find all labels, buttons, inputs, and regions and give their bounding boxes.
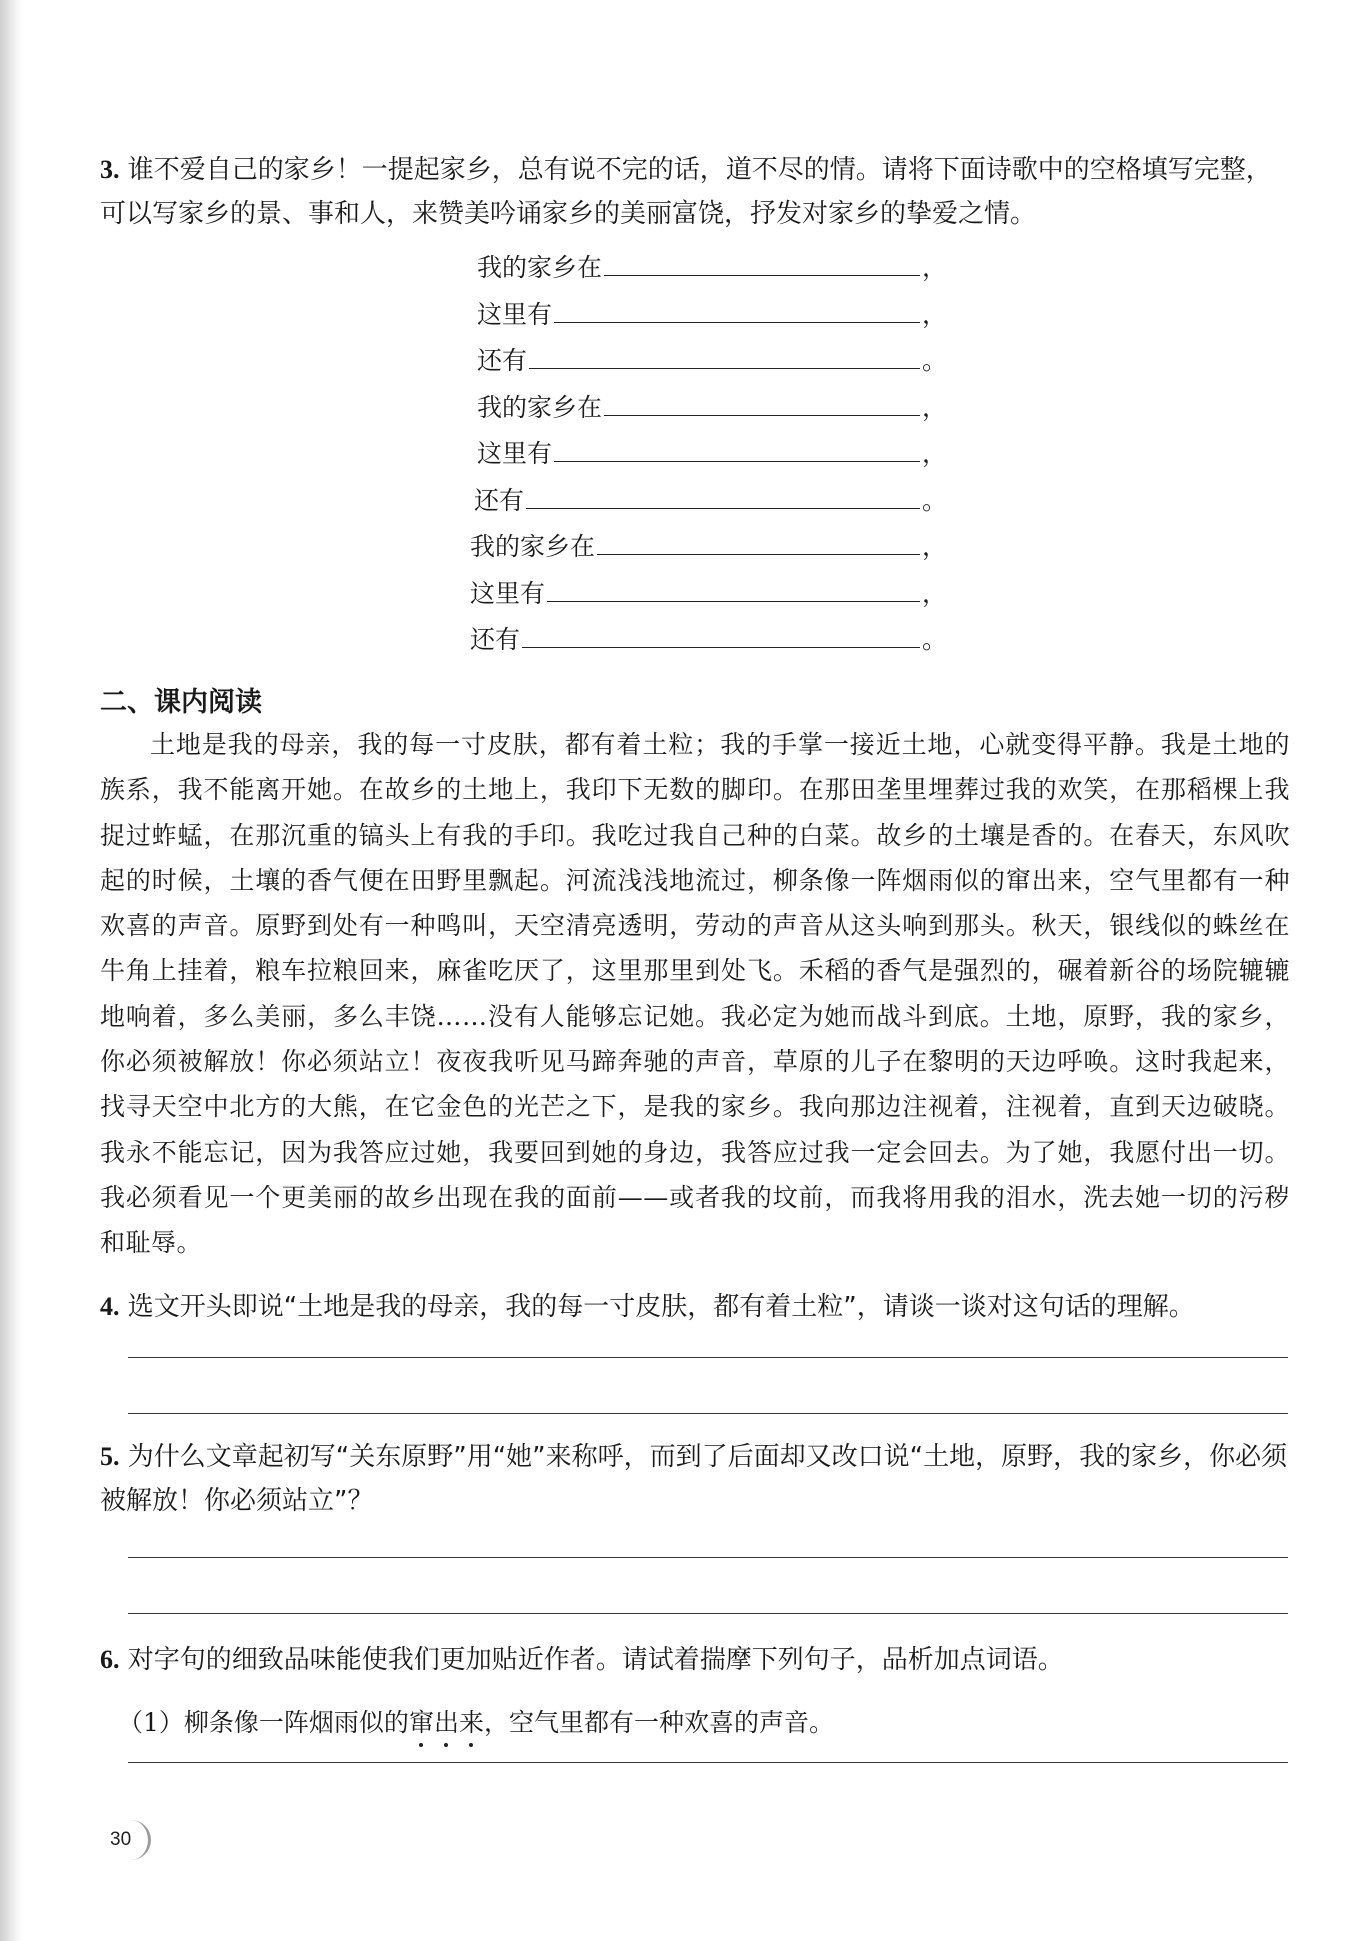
poem-line-prefix: 我的家乡在 xyxy=(477,392,603,422)
page-number: 30 xyxy=(110,1829,132,1850)
answer-line-q5-1[interactable] xyxy=(128,1557,1288,1558)
page-edge-shadow xyxy=(0,0,22,1941)
question-6-text: 对字句的细致品味能使我们更加贴近作者。请试着揣摩下列句子，品析加点词语。 xyxy=(127,1645,1064,1675)
poem-line-punctuation: ， xyxy=(922,299,948,329)
poem-line-punctuation: ， xyxy=(922,439,948,468)
reading-passage: 土地是我的母亲，我的每一寸皮肤，都有着土粒；我的手掌一接近土地，心就变得平静。我是土地的族系，我不能离开她。在故乡的土地上，我印下无数的脚印。在那田垄里埋葬过我的欢笑，在那稻棵上我捉过蚱蜢，在那沉重的镐头上有我的手印。我吃过我自己种的白菜。故乡的土壤是香的。在春天，东风吹起的时候，土壤的香气便在田野里飘起。河流浅浅地流过，柳条像一阵烟雨似的窜出来，空气里都有一种欢喜的声音。原野到处有一种鸣叫，天空清亮透明，劳动的声音从这头响到那头。秋天，银线似的蛛丝在牛角上挂着，粮车拉粮回来，麻雀吃厌了，这里那里到处飞。禾稻的香气是强烈的，碾着新谷的场院辘辘地响着，多么美丽，多么丰饶……没有人能够忘记她。我必定为她而战斗到底。土地，原野，我的家乡，你必须被解放！你必须站立！夜夜我听见马蹄奔驰的声音，草原的儿子在黎明的天边呼唤。这时我起来，找寻天空中北方的大熊，在它金色的光芒之下，是我的家乡。我向那边注视着，注视着，直到天边破晓。我永不能忘记，因为我答应过她，我要回到她的身边，我答应过我一定会回去。为了她，我愿付出一切。我必须看见一个更美丽的故乡出现在我的面前——或者我的坟前，而我将用我的泪水，洗去她一切的污秽和耻辱。 xyxy=(100,730,1290,1258)
question-3-number: 3. xyxy=(100,155,120,184)
question-4 xyxy=(100,1285,1310,1329)
poem-line xyxy=(477,338,947,381)
poem-line-punctuation: 。 xyxy=(922,625,948,654)
poem-line-punctuation: ， xyxy=(922,532,948,561)
poem-line-prefix: 还有 xyxy=(477,346,528,375)
poem-blank-field[interactable] xyxy=(604,245,920,276)
question-6 xyxy=(100,1638,1290,1682)
poem-line-punctuation: ， xyxy=(922,392,948,422)
question-6-number: 6. xyxy=(100,1645,120,1674)
answer-line-q5-2[interactable] xyxy=(128,1613,1288,1614)
sub-question-label: （1） xyxy=(118,1708,184,1737)
page-number-badge xyxy=(92,1820,150,1860)
dotted-word-char-2: 出 xyxy=(434,1703,459,1739)
poem-blank-field[interactable] xyxy=(554,431,920,462)
poem-line xyxy=(470,571,947,614)
poem-line-punctuation: 。 xyxy=(922,485,948,515)
poem-blank-field[interactable] xyxy=(604,385,920,416)
question-4-text: 选文开头即说“土地是我的母亲，我的每一寸皮肤，都有着土粒”，请谈一谈对这句话的理解。 xyxy=(127,1292,1195,1322)
answer-line-q4-1[interactable] xyxy=(128,1357,1288,1358)
poem-blank-field[interactable] xyxy=(526,478,920,509)
answer-line-q4-2[interactable] xyxy=(128,1413,1288,1414)
poem-line xyxy=(470,617,947,660)
sub-question-text-after: ，空气里都有一种欢喜的声音。 xyxy=(483,1708,834,1737)
poem-blank-field[interactable] xyxy=(554,292,920,323)
section-title: 二、课内阅读 xyxy=(100,687,262,718)
poem-line xyxy=(470,524,947,567)
sub-question-text-before: 柳条像一阵烟雨似的 xyxy=(183,1708,409,1737)
poem-line-punctuation: 。 xyxy=(922,346,948,375)
question-4-number: 4. xyxy=(100,1292,120,1321)
poem-blank-field[interactable] xyxy=(547,571,920,602)
poem-line-punctuation: ， xyxy=(922,253,948,282)
poem-line-prefix: 这里有 xyxy=(477,439,553,468)
poem-blank-field[interactable] xyxy=(529,338,920,369)
question-5-text: 为什么文章起初写“关东原野”用“她”来称呼，而到了后面却又改口说“土地，原野，我的家乡，你必须被解放！你必须站立”？ xyxy=(100,1442,1288,1516)
poem-line-prefix: 还有 xyxy=(470,625,521,654)
poem-line-prefix: 还有 xyxy=(474,485,525,515)
question-5-number: 5. xyxy=(100,1442,120,1471)
poem-line xyxy=(477,292,947,335)
answer-line-q6-1[interactable] xyxy=(128,1762,1288,1763)
question-5 xyxy=(100,1435,1290,1523)
poem-blank-field[interactable] xyxy=(597,524,920,555)
poem-line-punctuation: ， xyxy=(922,578,948,608)
poem-line-prefix: 我的家乡在 xyxy=(477,253,603,282)
poem-line-prefix: 这里有 xyxy=(470,578,546,608)
dotted-word-char-3: 来 xyxy=(459,1703,484,1739)
poem-blank-field[interactable] xyxy=(522,617,920,648)
question-3-text: 谁不爱自己的家乡！一提起家乡，总有说不完的话，道不尽的情。请将下面诗歌中的空格填写完整，可以写家乡的景、事和人，来赞美吟诵家乡的美丽富饶，抒发对家乡的挚爱之情。 xyxy=(100,155,1272,229)
poem-line-prefix: 我的家乡在 xyxy=(470,532,596,561)
poem-line xyxy=(477,385,947,428)
poem-line-prefix: 这里有 xyxy=(477,299,553,329)
dotted-word-char-1: 窜 xyxy=(409,1703,434,1739)
poem-line xyxy=(477,431,947,474)
poem-line xyxy=(474,478,947,521)
question-3 xyxy=(100,148,1290,236)
poem-line xyxy=(477,245,947,288)
question-6-sub-1 xyxy=(118,1703,834,1739)
